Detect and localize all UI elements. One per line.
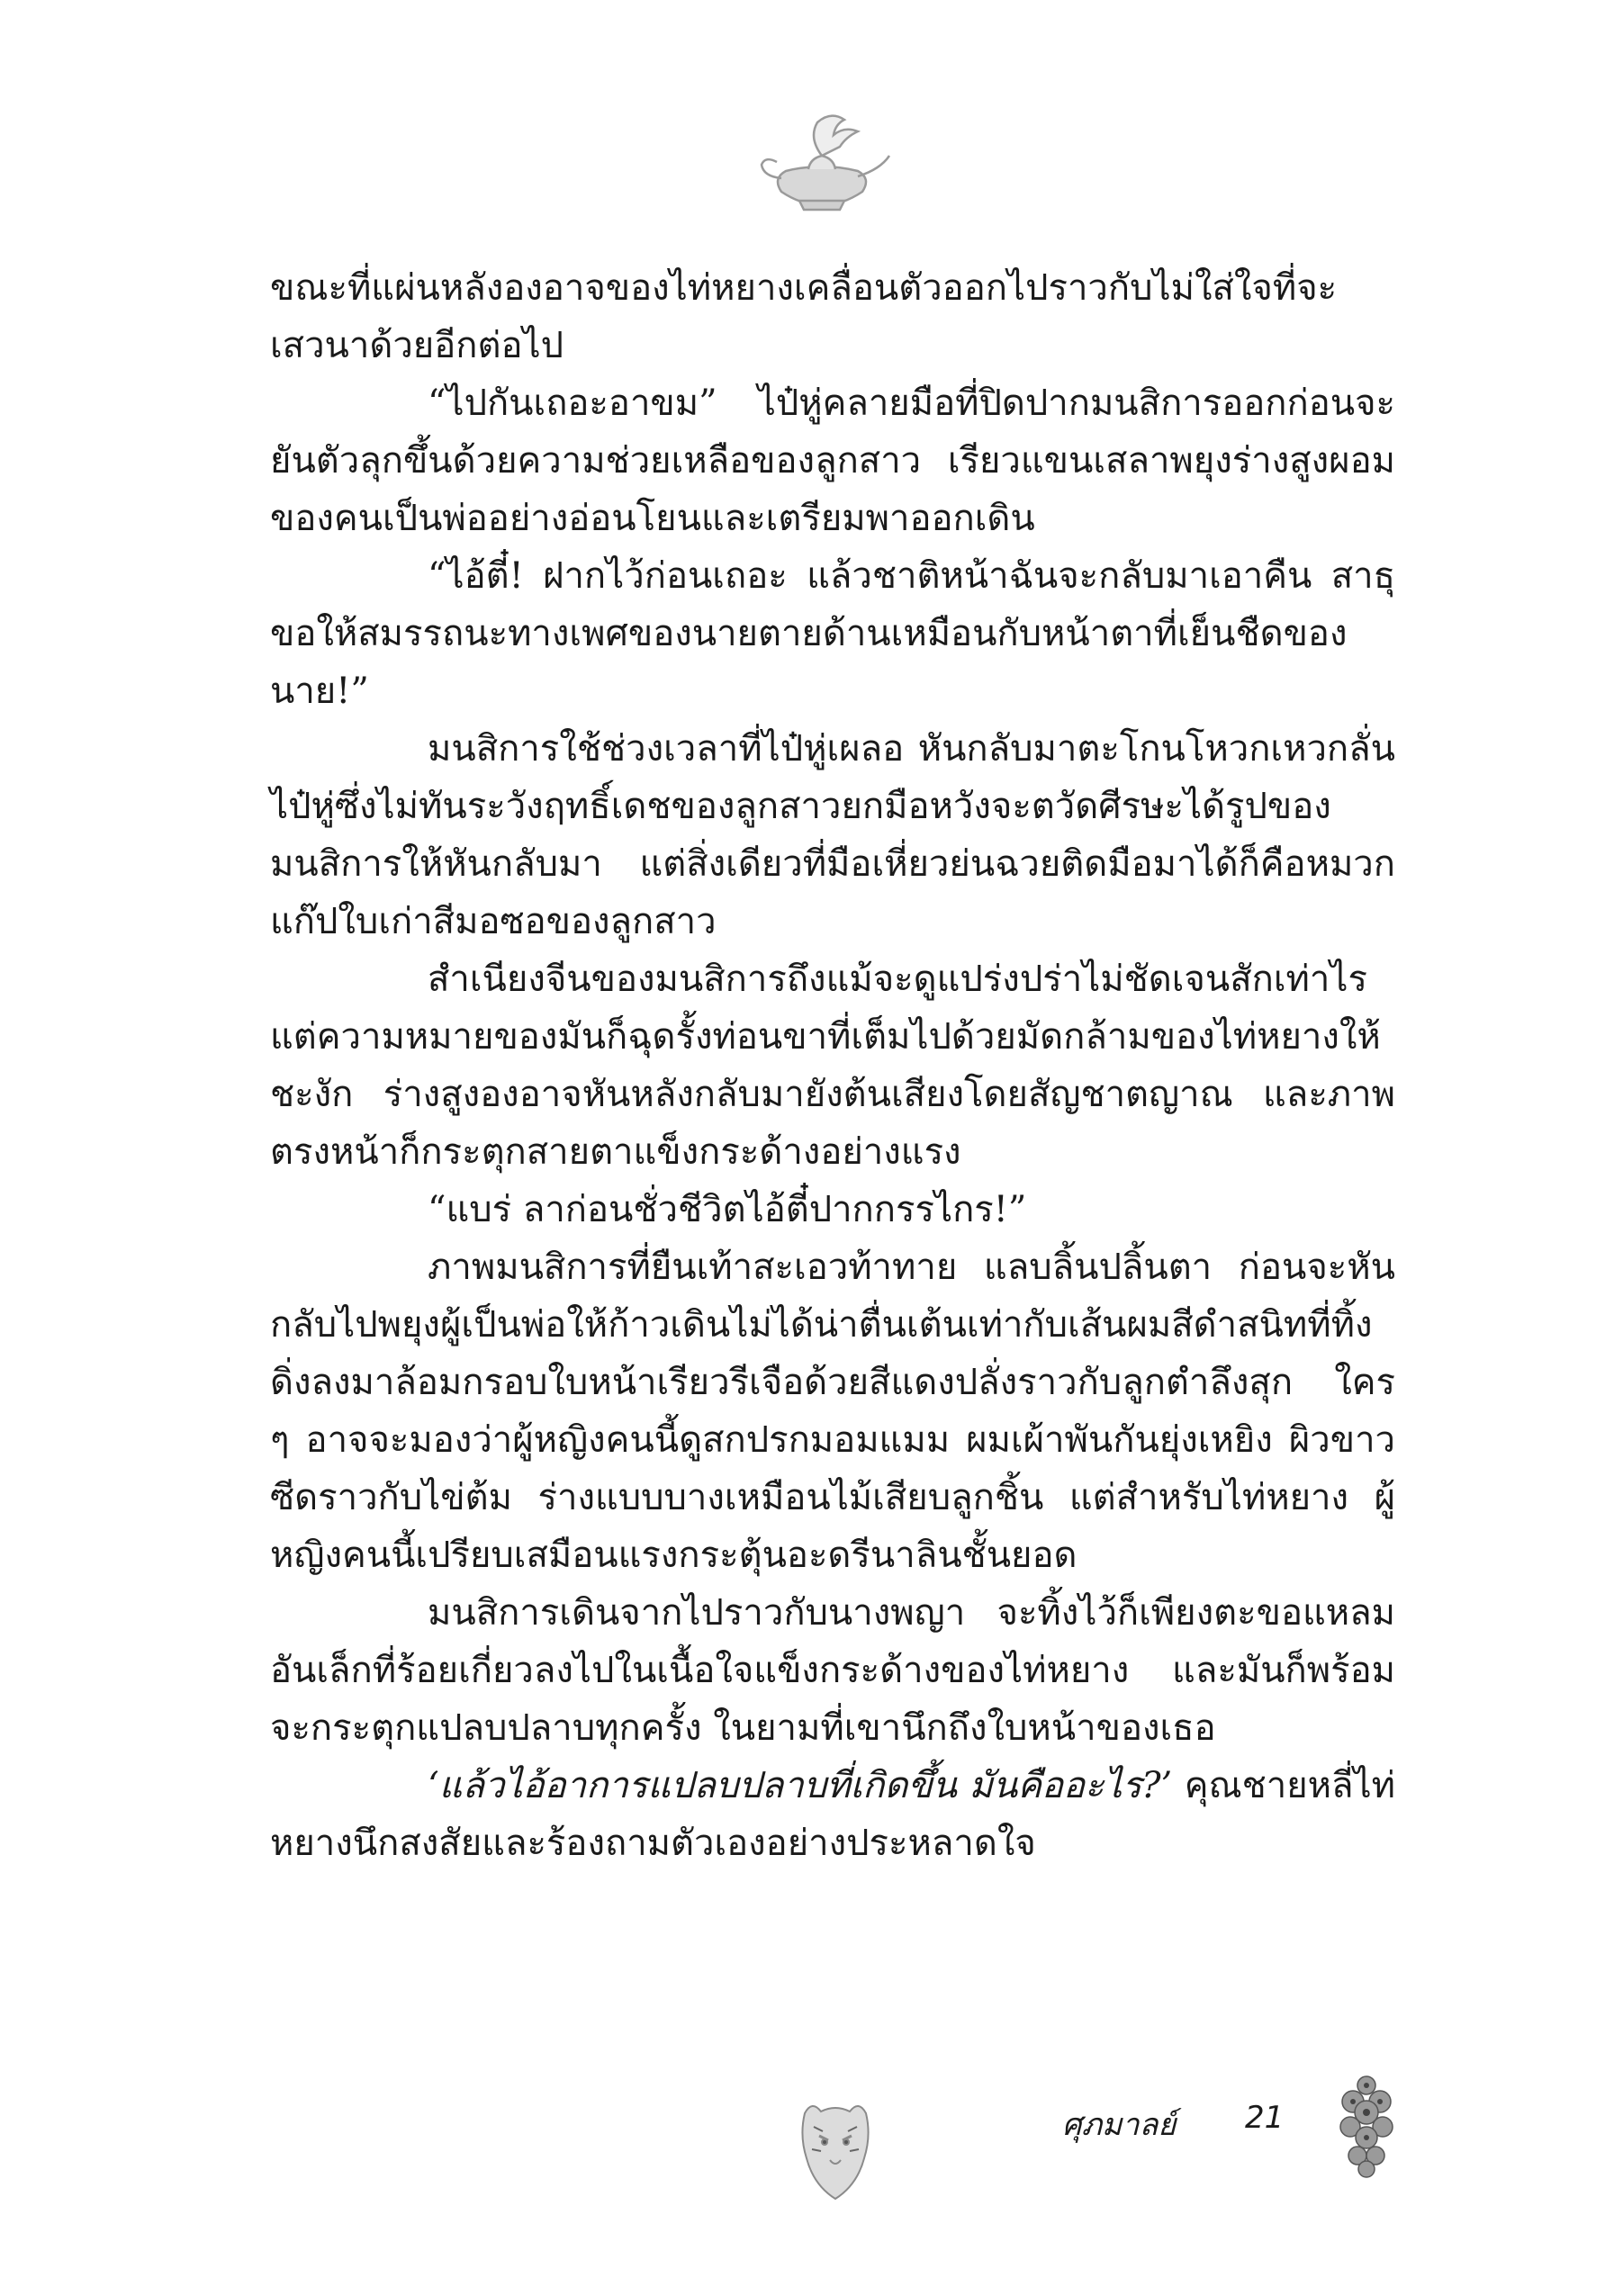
genie-lamp-icon (745, 106, 898, 219)
paragraph-9-rest: คุณชายหลี่ไท่หยางนึกสงสัยและร้องถามตัวเองอย่างประหลาดใจ (270, 1765, 1395, 1864)
paragraph-9 (270, 1757, 1395, 1872)
page-number: 21 (1245, 2100, 1285, 2136)
paragraph-3: “ไอ้ตี๋! ฝากไว้ก่อนเถอะ แล้วชาติหน้าฉันจะกลับมาเอาคืน สาธุ ขอให้สมรรถนะทางเพศของนายตายด้านเหมือนกับหน้าตาที่เย็นชืดของนาย!” (270, 555, 1395, 712)
paragraph-4: มนสิการใช้ช่วงเวลาที่ไป๋หู่เผลอ หันกลับมาตะโกนโหวกเหวกลั่น ไป๋หู่ซึ่งไม่ทันระวังฤทธิ์เดชของลูกสาวยกมือหวังจะตวัดศีรษะได้รูปของมนสิการให้หันกลับมา แต่สิ่งเดียวที่มือเหี่ยวย่นฉวยติดมือมาได้ก็คือหมวกแก๊ปใบเก่าสีมอซอของลูกสาว (270, 728, 1395, 942)
paragraph-6: “แบร่ ลาก่อนชั่วชีวิตไอ้ตี๋ปากกรรไกร!” (428, 1189, 1027, 1230)
paragraph-7: ภาพมนสิการที่ยืนเท้าสะเอวท้าทาย แลบลิ้นปลิ้นตา ก่อนจะหันกลับไปพยุงผู้เป็นพ่อให้ก้าวเดินไม่ได้น่าตื่นเต้นเท่ากับเส้นผมสีดำสนิทที่ทิ้งดิ่งลงมาล้อมกรอบใบหน้าเรียวรีเจือด้วยสีแดงปลั่งราวกับลูกตำลึงสุก ใคร ๆ อาจจะมองว่าผู้หญิงคนนี้ดูสกปรกมอมแมม ผมเผ้าพันกันยุ่งเหยิง ผิวขาวซีดราวกับไข่ต้ม ร่างแบบบางเหมือนไม้เสียบลูกชิ้น แต่สำหรับไท่หยาง ผู้หญิงคนนี้เปรียบเสมือนแรงกระตุ้นอะดรีนาลินชั้นยอด (270, 1247, 1395, 1576)
paragraph-5: สำเนียงจีนของมนสิการถึงแม้จะดูแปร่งปร่าไม่ชัดเจนสักเท่าไร แต่ความหมายของมันก็ฉุดรั้งท่อนขาที่เต็มไปด้วยมัดกล้ามของไท่หยางให้ชะงัก ร่างสูงองอาจหันหลังกลับมายังต้นเสียงโดยสัญชาตญาณ และภาพตรงหน้าก็กระตุกสายตาแข็งกระด้างอย่างแรง (270, 959, 1395, 1173)
paragraph-8: มนสิการเดินจากไปราวกับนางพญา จะทิ้งไว้ก็เพียงตะขอแหลมอันเล็กที่ร้อยเกี่ยวลงไปในเนื้อใจแข็งกระด้างของไท่หยาง และมันก็พร้อมจะกระตุกแปลบปลาบทุกครั้ง ในยามที่เขานึกถึงใบหน้าของเธอ (270, 1592, 1395, 1749)
body-text (270, 259, 1395, 1872)
inner-thought-italic: ‘แล้วไอ้อาการแปลบปลาบที่เกิดขึ้น มันคืออะไร?’ (428, 1765, 1173, 1806)
tiger-head-icon (794, 2095, 877, 2203)
paragraph-1: ขณะที่แผ่นหลังองอาจของไท่หยางเคลื่อนตัวออกไปราวกับไม่ใส่ใจที่จะเสวนาด้วยอีกต่อไป (270, 267, 1338, 366)
author-name: ศุภมาลย์ (1062, 2107, 1177, 2143)
paragraph-2: “ไปกันเถอะอาขม” ไป๋หู่คลายมือที่ปิดปากมนสิการออกก่อนจะยันตัวลุกขึ้นด้วยความช่วยเหลือของลูกสาว เรียวแขนเสลาพยุงร่างสูงผอมของคนเป็นพ่ออย่างอ่อนโยนและเตรียมพาออกเดิน (270, 383, 1395, 539)
flower-ornament-icon (1330, 2066, 1402, 2183)
